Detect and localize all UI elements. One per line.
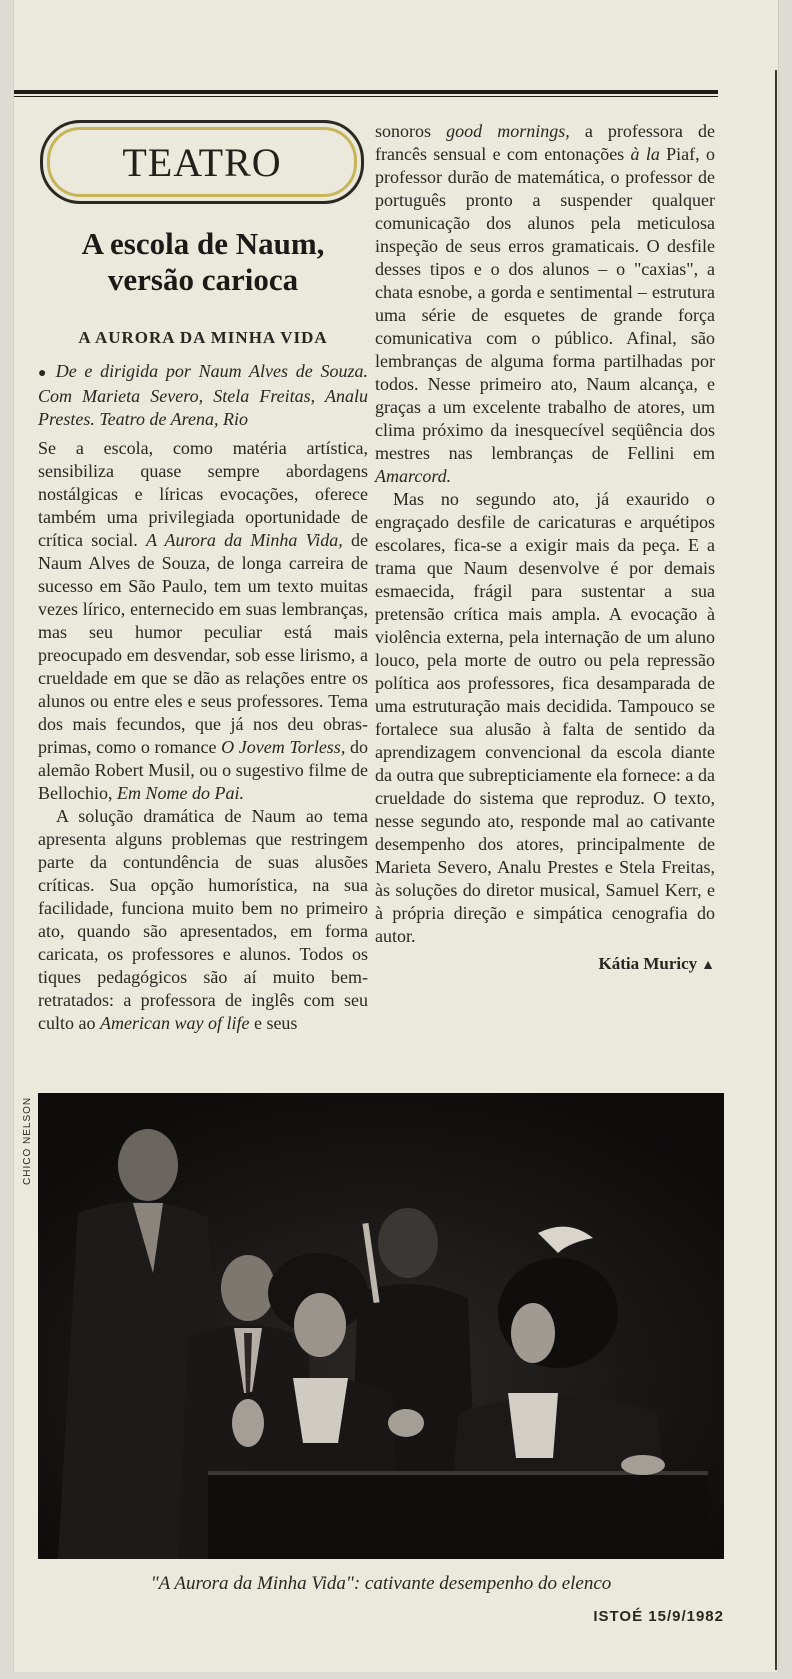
article-paragraph-2-continued	[375, 120, 715, 488]
section-label-box	[40, 120, 364, 204]
photo-credit: CHICO NELSON	[22, 1096, 33, 1185]
text-run: A solução dramática de Naum ao tema apresenta alguns problemas que restringem parte da contundência de suas alusões críticas. Sua opção humorística, na sua facilidade, funciona muito bem no primeiro ato, quando são apresentados, em forma caricata, os professores e alunos. Todos os tiques pedagógicos são aí muito bem-retratados: a professora de inglês com seu culto ao	[38, 806, 368, 1033]
play-credits	[38, 360, 368, 431]
left-column	[38, 120, 368, 1035]
photo-caption: "A Aurora da Minha Vida": cativante desempenho do elenco	[150, 1573, 612, 1594]
credits-text: De e dirigida por Naum Alves de Souza. Com Marieta Severo, Stela Freitas, Analu Prestes. Teatro de Arena, Rio	[38, 361, 368, 429]
stage-photo	[38, 1093, 724, 1559]
author-name: Kátia Muricy	[598, 954, 698, 973]
text-run: Piaf, o professor durão de matemática, o professor de português pronto a suspender qualquer comunicação dos alunos pela meticulosa inspeção de seus erros gramaticais. O desfile desses tipos e o dos alunos – o "caxias", a chata esnobe, a gorda e sentimental – estrutura uma série de esquetes de grande força comunicativa com o público. Afinal, são lembranças de alguma forma partilhadas por todos. Nesse primeiro ato, Naum alcança, e graças a um excelente trabalho de atores, um clima próximo da inesquecível seqüência dos mestres nas lembranças de Fellini em	[375, 144, 715, 463]
text-run: de Naum Alves de Souza, de longa carreira de sucesso em São Paulo, tem um texto muitas vezes lírico, enternecido em suas lembranças, mas seu humor peculiar está mais preocupado em desvendar, sob esse lirismo, a crueldade em que se dão as relações entre os alunos ou entre eles e seus professores. Tema dos mais fecundos, que já nos deu obras-primas, como o romance	[38, 530, 368, 757]
article-paragraph-2	[38, 805, 368, 1035]
play-title: A AURORA DA MINHA VIDA	[78, 328, 328, 347]
clipping-edge-shadow	[775, 70, 777, 1670]
film-title-reference: Amarcord.	[375, 466, 452, 486]
text-run: e seus	[249, 1013, 298, 1033]
right-column	[375, 120, 715, 974]
byline	[375, 954, 715, 974]
article-paragraph-1	[38, 437, 368, 805]
publication-source: ISTOÉ 15/9/1982	[593, 1608, 724, 1625]
text-run: Se a escola, como matéria artística, sensibiliza quase sempre abordagens nostálgicas e líricas evocações, oferece também uma privilegiada oportunidade de crítica social.	[38, 438, 368, 550]
section-label: TEATRO	[122, 139, 282, 185]
novel-title-reference: O Jovem Torless,	[221, 737, 346, 757]
headline	[38, 226, 368, 298]
text-run: a professora de francês sensual e com entonações	[375, 121, 715, 164]
film-title-reference: Em Nome do Pai.	[117, 783, 244, 803]
article-paragraph-3: Mas no segundo ato, já exaurido o engraçado desfile de caricaturas e arquétipos escolares, fica-se a exigir mais da peça. E a trama que Naum desenvolve é por demais esmaecida, frágil para sustentar a sua pretensão crítica mais ampla. A evocação à violência externa, pela internação de um aluno louco, pela morte de outro ou pela repressão política aos professores, fica desamparada de uma estruturação mais decidida. Tampouco se fortalece sua alusão à falta de sentido da aprendizagem convencional da escola diante da outra que subrepticiamente ela fornece: a da crueldade do sistema que reproduz. O texto, nesse segundo ato, responde mal ao cativante desempenho dos atores, principalmente de Marieta Severo, Analu Prestes e Stela Freitas, às soluções do diretor musical, Samuel Kerr, e à própria direção e simpática cenografia do autor.	[375, 489, 715, 946]
text-run: do alemão Robert Musil, ou o sugestivo filme de Bellochio,	[38, 737, 368, 803]
header-rule-thin	[14, 96, 718, 97]
bullet-icon: ●	[38, 366, 50, 381]
stage-photo-illustration	[38, 1093, 724, 1559]
headline-line-1: A escola de Naum,	[81, 226, 325, 261]
play-title-reference: A Aurora da Minha Vida,	[145, 530, 343, 550]
italic-phrase: good mornings,	[446, 121, 570, 141]
header-rule	[14, 90, 718, 94]
end-mark-icon: ▲	[701, 958, 715, 973]
italic-phrase: American way of life	[99, 1013, 250, 1033]
headline-line-2: versão carioca	[107, 262, 299, 297]
text-run: sonoros	[375, 121, 447, 141]
italic-phrase: à la	[630, 144, 660, 164]
